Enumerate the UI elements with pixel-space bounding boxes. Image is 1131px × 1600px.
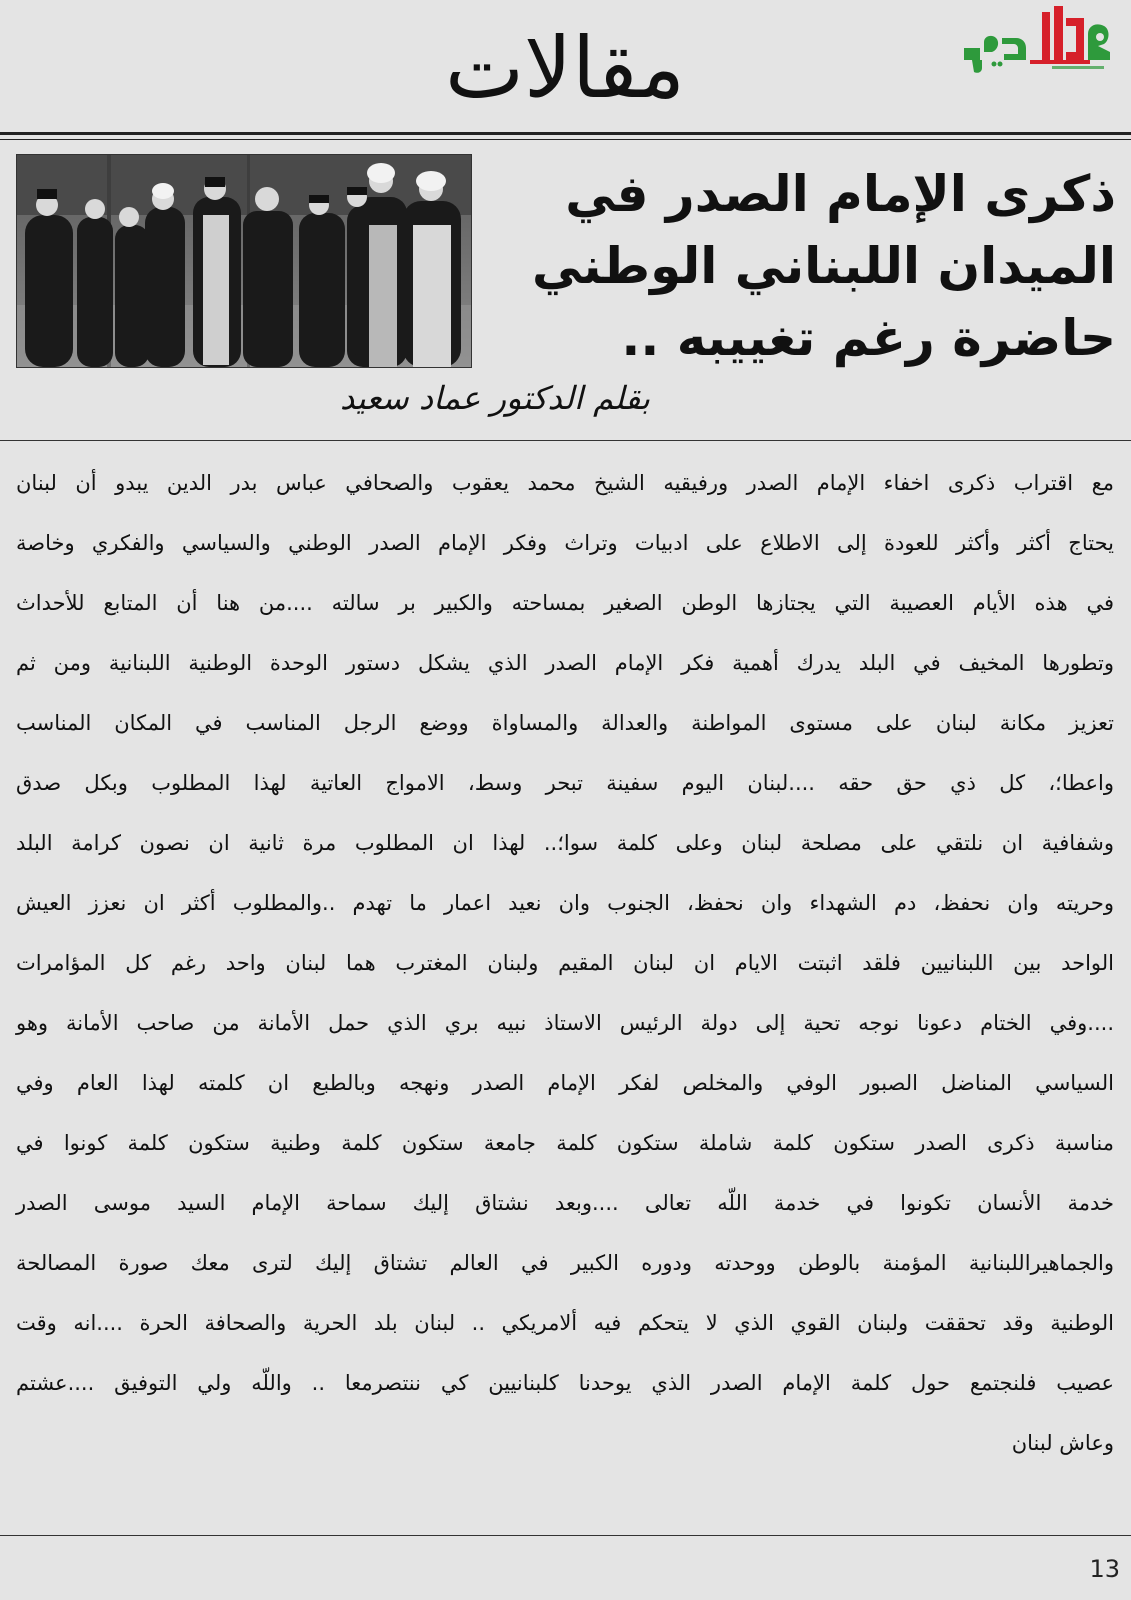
body-line: الوطنية وقد تحققت ولبنان القوي الذي لا يتحكم فيه ألامريكي .. لبنان بلد الحرية والصحافة الحرة ....انه وقت bbox=[16, 1311, 1114, 1335]
body-line: وشفافية ان نلتقي على مصلحة لبنان وعلى كلمة سوا؛.. لهذا ان المطلوب مرة ثانية ان نصون كرامة البلد bbox=[16, 831, 1114, 855]
article-headline bbox=[480, 158, 1116, 374]
article-body bbox=[16, 453, 1114, 1473]
hala-bor-logo-icon[interactable] bbox=[960, 4, 1120, 80]
body-line: وعاش لبنان bbox=[1011, 1431, 1114, 1455]
body-line: مناسبة ذكرى الصدر ستكون كلمة شاملة ستكون كلمة جامعة ستكون كلمة وطنية ستكون كلمة كونوا في bbox=[16, 1131, 1114, 1155]
body-line: الواحد بين اللبنانيين فلقد اثبتت الايام ان لبنان المقيم ولبنان المغترب هما لبنان واحد رغم كل المؤامرات bbox=[16, 951, 1114, 975]
body-line: تعزيز مكانة لبنان على مستوى المواطنة والعدالة والمساواة ووضع الرجل المناسب في المكان المناسب bbox=[16, 711, 1114, 735]
body-line: وتطورها المخيف في البلد يدرك أهمية فكر الإمام الصدر الذي يشكل دستور الوحدة الوطنية اللبنانية ومن ثم bbox=[16, 651, 1114, 675]
body-line: عصيب فلنجتمع حول كلمة الإمام الصدر الذي يوحدنا كلبنانيين كي ننتصرمعا .. واللّه ولي التوفيق ....عشتم bbox=[16, 1371, 1114, 1395]
body-line: يحتاج أكثر وأكثر للعودة إلى الاطلاع على ادبيات وتراث وفكر الإمام الصدر الوطني والسياسي والفكري وخاصة bbox=[16, 531, 1114, 555]
byline-rule bbox=[0, 440, 1131, 441]
headline-line: الميدان اللبناني الوطني bbox=[532, 237, 1116, 295]
header-rule-thin bbox=[0, 139, 1131, 140]
body-line: والجماهيراللبنانية المؤمنة بالوطن ووحدته ودوره الكبير في العالم تشتاق إليك لترى معك صورة المصالحة bbox=[16, 1251, 1114, 1275]
footer-rule bbox=[0, 1535, 1131, 1536]
body-line: في هذه الأيام العصيبة التي يجتازها الوطن الصغير بمساحته والكبير بر سالته ....من هنا أن المتابع للأحداث bbox=[16, 591, 1114, 615]
body-line: واعطا؛، كل ذي حق حقه ....لبنان اليوم سفينة تبحر وسط، الامواج العاتية لهذا المطلوب وبكل صدق bbox=[16, 771, 1114, 795]
header-rule-thick bbox=[0, 132, 1131, 135]
headline-line: ذكرى الإمام الصدر في bbox=[565, 165, 1116, 223]
section-title: مقالات bbox=[444, 19, 686, 117]
body-line: مع اقتراب ذكرى اخفاء الإمام الصدر ورفيقيه الشيخ محمد يعقوب والصحافي عباس بدر الدين يبدو أن لبنان bbox=[16, 471, 1114, 495]
headline-line: حاضرة رغم تغييبه .. bbox=[621, 309, 1116, 367]
body-line: السياسي المناضل الصبور الوفي والمخلص لفكر الإمام الصدر ونهجه وبالطبع ان كلمته لهذا العام وفي bbox=[16, 1071, 1114, 1095]
body-line: خدمة الأنسان تكونوا في خدمة اللّه تعالى ....وبعد نشتاق إليك سماحة الإمام السيد موسى الصدر bbox=[16, 1191, 1114, 1215]
article-byline: بقلم الدكتور عماد سعيد bbox=[339, 379, 651, 417]
body-line: وحريته وان نحفظ، دم الشهداء وان نحفظ، الجنوب وان نعيد اعمار ما تهدم ..والمطلوب أكثر ان نعزز العيش bbox=[16, 891, 1114, 915]
body-line: ....وفي الختام دعونا نوجه تحية إلى دولة الرئيس الاستاذ نبيه بري الذي حمل الأمانة من صاحب الأمانة وهو bbox=[16, 1011, 1114, 1035]
group-photo-icon bbox=[16, 154, 472, 368]
page-number: 13 bbox=[1089, 1555, 1120, 1583]
